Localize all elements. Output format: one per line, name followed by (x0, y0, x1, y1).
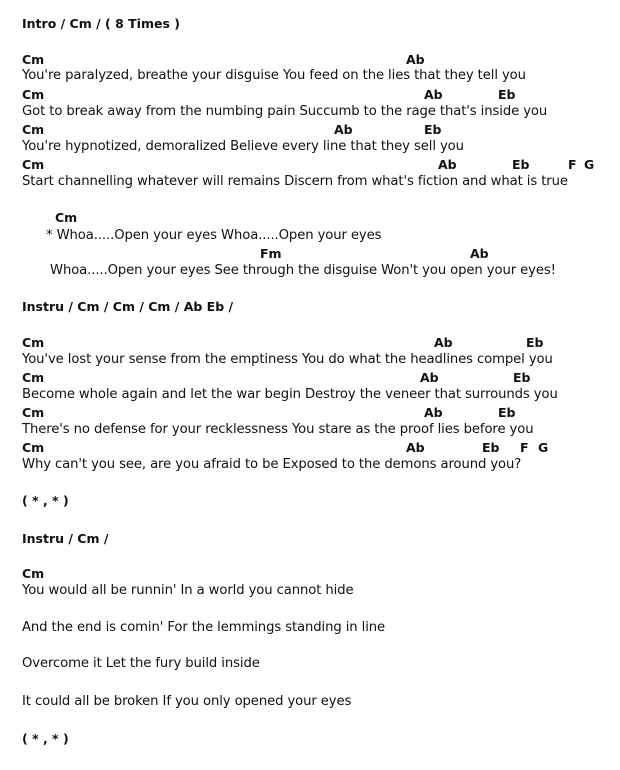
lyric-line: Start channelling whatever will remains Discern from what's fiction and what is true (22, 174, 568, 189)
chord: Eb (498, 87, 516, 102)
chord: Cm (55, 210, 78, 225)
chord: Eb (513, 370, 531, 385)
chord: Eb (526, 335, 544, 350)
repeat-marker: ( * , * ) (22, 731, 69, 746)
lyric-line: Become whole again and let the war begin Destroy the veneer that surrounds you (22, 387, 558, 402)
chord: Cm (22, 122, 45, 137)
chord: G (584, 157, 595, 172)
repeat-marker: ( * , * ) (22, 493, 69, 508)
chord: G (538, 440, 549, 455)
lyric-line: You're hypnotized, demoralized Believe every line that they sell you (22, 139, 464, 154)
chord: Cm (22, 87, 45, 102)
intro-header: Intro / Cm / ( 8 Times ) (22, 16, 180, 31)
chord: Ab (438, 157, 457, 172)
lyric-line: And the end is comin' For the lemmings standing in line (22, 620, 386, 635)
chord: Fm (260, 246, 282, 261)
lyric-line: There's no defense for your recklessness You stare as the proof lies before you (22, 422, 534, 437)
chorus-line: Whoa.....Open your eyes See through the disguise Won't you open your eyes! (50, 263, 556, 278)
lyric-line: Got to break away from the numbing pain Succumb to the rage that's inside you (22, 104, 548, 119)
chord: Ab (424, 405, 443, 420)
lyric-line: You would all be runnin' In a world you cannot hide (22, 583, 354, 598)
chord: Cm (22, 157, 45, 172)
chord: Ab (424, 87, 443, 102)
instrumental-header: Instru / Cm / Cm / Cm / Ab Eb / (22, 299, 234, 314)
chord: Ab (406, 52, 425, 67)
chord: Cm (22, 370, 45, 385)
chorus-line: * Whoa.....Open your eyes Whoa.....Open your eyes (46, 228, 382, 243)
lyric-line: It could all be broken If you only opened your eyes (22, 694, 352, 709)
lyric-line: You've lost your sense from the emptiness You do what the headlines compel you (22, 352, 553, 367)
chord: Eb (482, 440, 500, 455)
chord: Ab (434, 335, 453, 350)
lyric-line: You're paralyzed, breathe your disguise You feed on the lies that they tell you (22, 68, 526, 83)
chord: Eb (498, 405, 516, 420)
chord: Cm (22, 440, 45, 455)
chord: Cm (22, 52, 45, 67)
chord: Ab (334, 122, 353, 137)
chord: Eb (424, 122, 442, 137)
chord: Ab (470, 246, 489, 261)
instrumental-header: Instru / Cm / (22, 531, 109, 546)
chord: Eb (512, 157, 530, 172)
chord: F (520, 440, 529, 455)
chord: Cm (22, 566, 45, 581)
chord: Ab (420, 370, 439, 385)
chord: Cm (22, 405, 45, 420)
lyric-line: Why can't you see, are you afraid to be Exposed to the demons around you? (22, 457, 522, 472)
chord: F (568, 157, 577, 172)
lyric-line: Overcome it Let the fury build inside (22, 656, 260, 671)
chord: Ab (406, 440, 425, 455)
chord: Cm (22, 335, 45, 350)
